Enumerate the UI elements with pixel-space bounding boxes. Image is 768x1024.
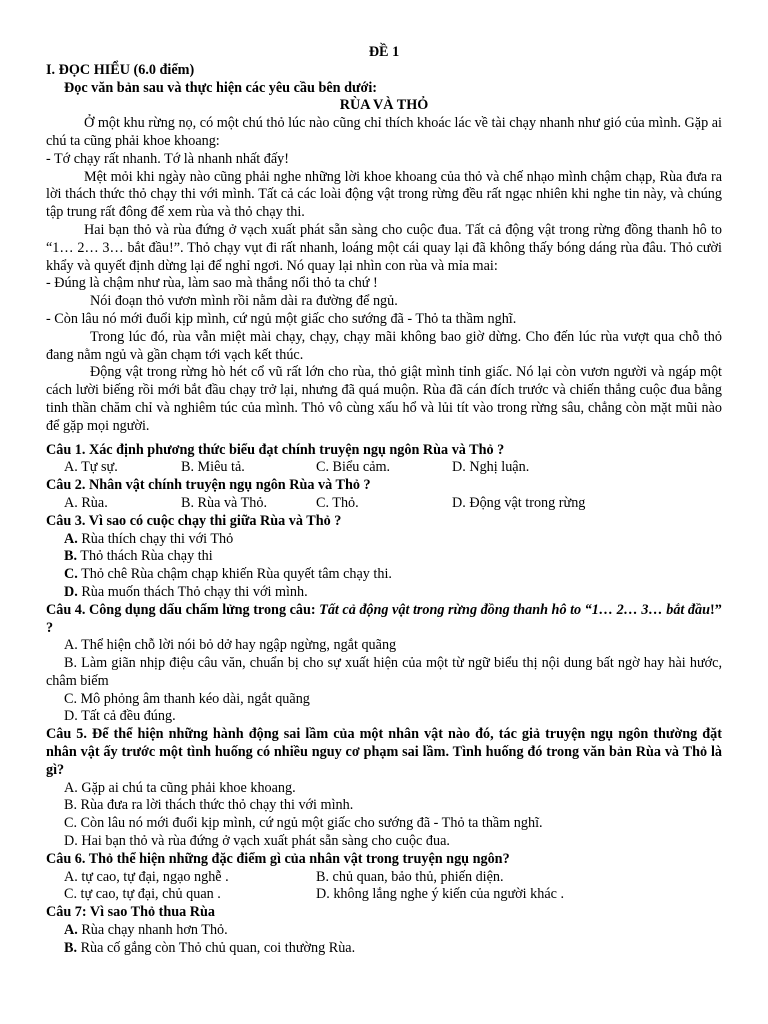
q5-option-a: A. Gặp ai chú ta cũng phải khoe khoang. bbox=[64, 779, 296, 796]
q7-option-b-text: Rùa cố gắng còn Thỏ chủ quan, coi thường Rùa. bbox=[77, 939, 356, 956]
story-paragraph-5: Trong lúc đó, rùa vẫn miệt mài chạy, chạy, chạy mãi không bao giờ dừng. Cho đến lúc rùa vượt qua chỗ thỏ đang nằm ngủ và gần chạm tới vạch kết thúc. bbox=[46, 328, 722, 363]
story-title: RÙA VÀ THỎ bbox=[339, 97, 429, 114]
q3-option-b-label: B. bbox=[64, 548, 78, 565]
question-2: Câu 2. Nhân vật chính truyện ngụ ngôn Rùa và Thỏ ? bbox=[46, 477, 371, 494]
question-5: Câu 5. Để thể hiện những hành động sai lầm của một nhân vật nào đó, tác giả truyện ngụ ngôn thường đặt nhân vật ấy trước một tình huống có nhiều nguy cơ phạm sai lầm. Tình huống đó trong văn bản Rùa và Thỏ là gì? bbox=[46, 726, 722, 778]
question-3: Câu 3. Vì sao có cuộc chạy thi giữa Rùa và Thỏ ? bbox=[46, 512, 342, 529]
q4-option-d: D. Tất cả đều đúng. bbox=[64, 708, 176, 725]
q5-option-d: D. Hai bạn thỏ và rùa đứng ở vạch xuất phát sẵn sàng cho cuộc đua. bbox=[64, 833, 450, 850]
q1-option-b: B. Miêu tả. bbox=[181, 459, 245, 476]
question-4-quote: Tất cả động vật trong rừng đồng thanh hô to “1… 2… 3… bắt đầu bbox=[319, 601, 710, 618]
question-6: Câu 6. Thỏ thể hiện những đặc điểm gì của nhân vật trong truyện ngụ ngôn? bbox=[46, 850, 510, 867]
story-dialogue-3: - Còn lâu nó mới đuổi kịp mình, cứ ngủ một giấc cho sướng đã - Thỏ ta thầm nghĩ. bbox=[46, 310, 517, 327]
q3-option-c-text: Thỏ chê Rùa chậm chạp khiến Rùa quyết tâm chạy thi. bbox=[77, 566, 392, 583]
q4-option-c: C. Mô phỏng âm thanh kéo dài, ngắt quãng bbox=[64, 690, 310, 707]
q1-option-d: D. Nghị luận. bbox=[452, 459, 530, 476]
section-title: I. ĐỌC HIỂU (6.0 điểm) bbox=[46, 61, 195, 78]
story-paragraph-1: Ở một khu rừng nọ, có một chú thỏ lúc nào cũng chỉ thích khoác lác về tài chạy nhanh như gió của mình. Gặp ai chú ta cũng phải khoe khoang: bbox=[46, 115, 722, 149]
q3-option-b-text: Thỏ thách Rùa chạy thi bbox=[77, 548, 213, 565]
story-paragraph-4: Nói đoạn thỏ vươn mình rồi nằm dài ra đường để ngủ. bbox=[90, 293, 398, 310]
question-7: Câu 7: Vì sao Thỏ thua Rùa bbox=[46, 904, 215, 921]
q5-option-b: B. Rùa đưa ra lời thách thức thỏ chạy thi với mình. bbox=[64, 797, 354, 814]
q1-option-c: C. Biểu cảm. bbox=[316, 459, 391, 476]
story-paragraph-3: Hai bạn thỏ và rùa đứng ở vạch xuất phát sẵn sàng cho cuộc đua. Tất cả động vật trong rừng đồng thanh hô to “1… 2… 3… bắt đầu!”. Thỏ chạy vụt đi rất nhanh, loáng một cái quay lại đã không thấy bóng dáng rùa đâu. Thỏ cười khẩy và quyết định dừng lại để nghỉ ngơi. Nó quay lại nhìn con rùa và mỉa mai: bbox=[46, 221, 722, 274]
story-dialogue-2: - Đúng là chậm như rùa, làm sao mà thắng nổi thỏ ta chứ ! bbox=[46, 275, 378, 292]
q3-option-d bbox=[46, 584, 722, 602]
question-6-options-row-2 bbox=[46, 886, 722, 904]
q2-option-d: D. Động vật trong rừng bbox=[452, 494, 586, 511]
q3-option-a-text: Rùa thích chạy thi với Thỏ bbox=[77, 530, 234, 547]
question-1-options bbox=[46, 459, 722, 477]
q6-option-c: C. tự cao, tự đại, chủ quan . bbox=[64, 886, 221, 903]
q7-option-b bbox=[46, 940, 722, 958]
q6-option-d: D. không lắng nghe ý kiến của người khác . bbox=[316, 886, 565, 903]
q3-option-c-label: C. bbox=[64, 566, 78, 583]
q6-option-a: A. tự cao, tự đại, ngạo nghễ . bbox=[64, 868, 229, 885]
q5-option-c: C. Còn lâu nó mới đuổi kịp mình, cứ ngủ một giấc cho sướng đã - Thỏ ta thầm nghĩ. bbox=[64, 815, 543, 832]
q2-option-a: A. Rùa. bbox=[64, 494, 108, 511]
q3-option-b bbox=[46, 548, 722, 566]
q7-option-b-label: B. bbox=[64, 939, 78, 956]
question-4 bbox=[46, 602, 722, 638]
question-6-options-row-1 bbox=[46, 869, 722, 887]
q3-option-d-label: D. bbox=[64, 583, 78, 600]
q3-option-d-text: Rùa muốn thách Thỏ chạy thi với mình. bbox=[77, 583, 308, 600]
q7-option-a-text: Rùa chạy nhanh hơn Thỏ. bbox=[77, 922, 228, 939]
q6-option-b: B. chủ quan, bảo thủ, phiến diện. bbox=[316, 868, 504, 885]
story-dialogue-1: - Tớ chạy rất nhanh. Tớ là nhanh nhất đấy! bbox=[46, 150, 289, 167]
q4-option-b: B. Làm giãn nhịp điệu câu văn, chuẩn bị cho sự xuất hiện của một từ ngữ biểu thị nội dung bất ngờ hay hài hước, châm biếm bbox=[46, 655, 722, 689]
story-paragraph-2: Mệt mỏi khi ngày nào cũng phải nghe những lời khoe khoang của thỏ và chế nhạo mình chậm chạp, Rùa đưa ra lời thách thức thỏ chạy thi với mình. Tất cả các loài động vật trong rừng đều rất ngạc nhiên khi nghe tin này, và chúng tập trung rất đông để xem rùa và thỏ chạy thi. bbox=[46, 168, 722, 221]
question-4-end: !” ? bbox=[46, 601, 722, 636]
q2-option-b: B. Rùa và Thỏ. bbox=[181, 494, 268, 511]
question-2-options bbox=[46, 495, 722, 513]
q2-option-c: C. Thỏ. bbox=[316, 494, 359, 511]
q4-option-a: A. Thể hiện chỗ lời nói bỏ dở hay ngập ngừng, ngắt quãng bbox=[64, 637, 397, 654]
story-paragraph-6: Động vật trong rừng hò hét cổ vũ rất lớn cho rùa, thỏ giật mình tỉnh giấc. Nó lại còn vươn người và ngáp một cách lười biếng rồi mới bắt đầu chạy trở lại, nhưng đã quá muộn. Rùa đã cán đích trước và chiến thắng cuộc đua bằng tinh thần chăm chỉ và nghiêm túc của mình. Thỏ vô cùng xấu hổ và lủi tít vào trong rừng sâu, chẳng còn mặt mũi nào để gặp mọi người. bbox=[46, 364, 722, 434]
q1-option-a: A. Tự sự. bbox=[64, 459, 118, 476]
q3-option-a-label: A. bbox=[64, 530, 78, 547]
question-4-text: Câu 4. Công dụng dấu chấm lửng trong câu: bbox=[46, 601, 320, 618]
exam-title: ĐỀ 1 bbox=[368, 44, 400, 60]
q3-option-a bbox=[46, 531, 722, 549]
q7-option-a bbox=[46, 922, 722, 940]
instruction: Đọc văn bản sau và thực hiện các yêu cầu bên dưới: bbox=[64, 79, 377, 96]
question-1: Câu 1. Xác định phương thức biểu đạt chính truyện ngụ ngôn Rùa và Thỏ ? bbox=[46, 441, 505, 458]
q7-option-a-label: A. bbox=[64, 922, 78, 939]
q3-option-c bbox=[46, 566, 722, 584]
